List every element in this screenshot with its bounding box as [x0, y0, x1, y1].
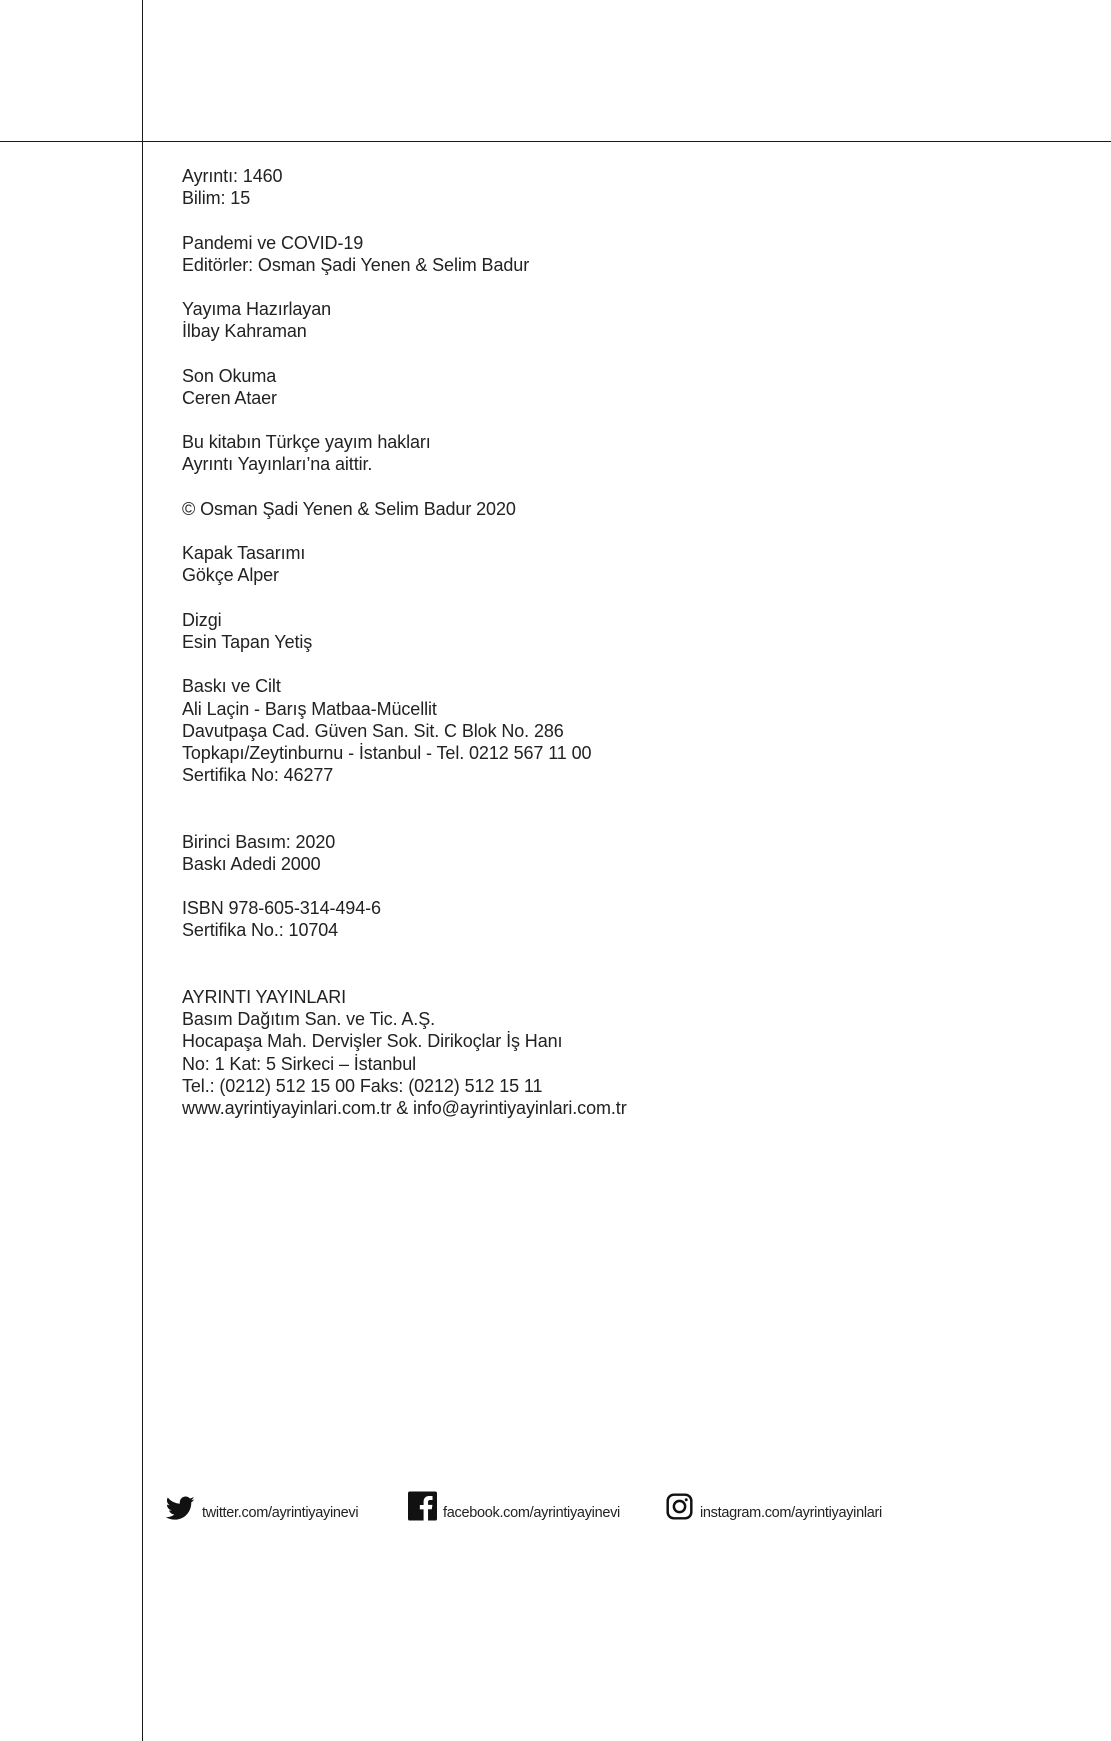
typesetting-label: Dizgi: [182, 609, 222, 630]
instagram-handle: instagram.com/ayrintiyayinlari: [700, 1505, 882, 1521]
rights-line-1: Bu kitabın Türkçe yayım hakları: [182, 432, 431, 453]
publisher-company: Basım Dağıtım San. ve Tic. A.Ş.: [182, 1009, 435, 1030]
isbn-number: ISBN 978-605-314-494-6: [182, 898, 381, 919]
publisher-address-1: Hocapaşa Mah. Dervişler Sok. Dirikoçlar İş Hanı: [182, 1031, 563, 1052]
proofreading-name: Ceren Ataer: [182, 387, 277, 408]
twitter-handle: twitter.com/ayrintiyayinevi: [202, 1505, 359, 1521]
cover-design-name: Gökçe Alper: [182, 565, 279, 586]
publisher-address-2: No: 1 Kat: 5 Sirkeci – İstanbul: [182, 1053, 417, 1074]
print-run: Baskı Adedi 2000: [182, 853, 321, 874]
copyright-notice: © Osman Şadi Yenen & Selim Badur 2020: [182, 498, 516, 519]
facebook-handle: facebook.com/ayrintiyayinevi: [443, 1505, 620, 1521]
subseries-number: Bilim: 15: [182, 188, 251, 209]
colophon-block: [182, 165, 1062, 1119]
typesetting-name: Esin Tapan Yetiş: [182, 631, 313, 652]
printing-label: Baskı ve Cilt: [182, 676, 281, 697]
printer-name: Ali Laçin - Barış Matbaa-Mücellit: [182, 698, 437, 719]
book-title: Pandemi ve COVID-19: [182, 232, 364, 253]
proofreading-label: Son Okuma: [182, 365, 277, 386]
twitter-icon: [166, 1496, 195, 1526]
publisher-certificate: Sertifika No.: 10704: [182, 920, 339, 941]
publisher-name: AYRINTI YAYINLARI: [182, 986, 347, 1007]
printer-address-2: Topkapı/Zeytinburnu - İstanbul - Tel. 0212 567 11 00: [182, 742, 592, 763]
printer-address-1: Davutpaşa Cad. Güven San. Sit. C Blok No. 286: [182, 720, 564, 741]
series-number: Ayrıntı: 1460: [182, 166, 283, 186]
facebook-icon: [408, 1491, 437, 1526]
publisher-phone-fax: Tel.: (0212) 512 15 00 Faks: (0212) 512 15 11: [182, 1075, 543, 1096]
instagram-icon: [666, 1493, 693, 1525]
horizontal-header-rule: [0, 141, 1111, 142]
rights-line-2: Ayrıntı Yayınları’na aittir.: [182, 454, 373, 475]
printer-certificate: Sertifika No: 46277: [182, 765, 334, 786]
book-editors: Editörler: Osman Şadi Yenen & Selim Badur: [182, 254, 530, 275]
cover-design-label: Kapak Tasarımı: [182, 543, 306, 564]
publisher-web-email: www.ayrintiyayinlari.com.tr & info@ayrintiyayinlari.com.tr: [182, 1097, 627, 1118]
prepared-by-name: İlbay Kahraman: [182, 321, 307, 342]
prepared-by-label: Yayıma Hazırlayan: [182, 299, 332, 320]
first-print-year: Birinci Basım: 2020: [182, 831, 336, 852]
vertical-margin-rule: [142, 0, 143, 1741]
